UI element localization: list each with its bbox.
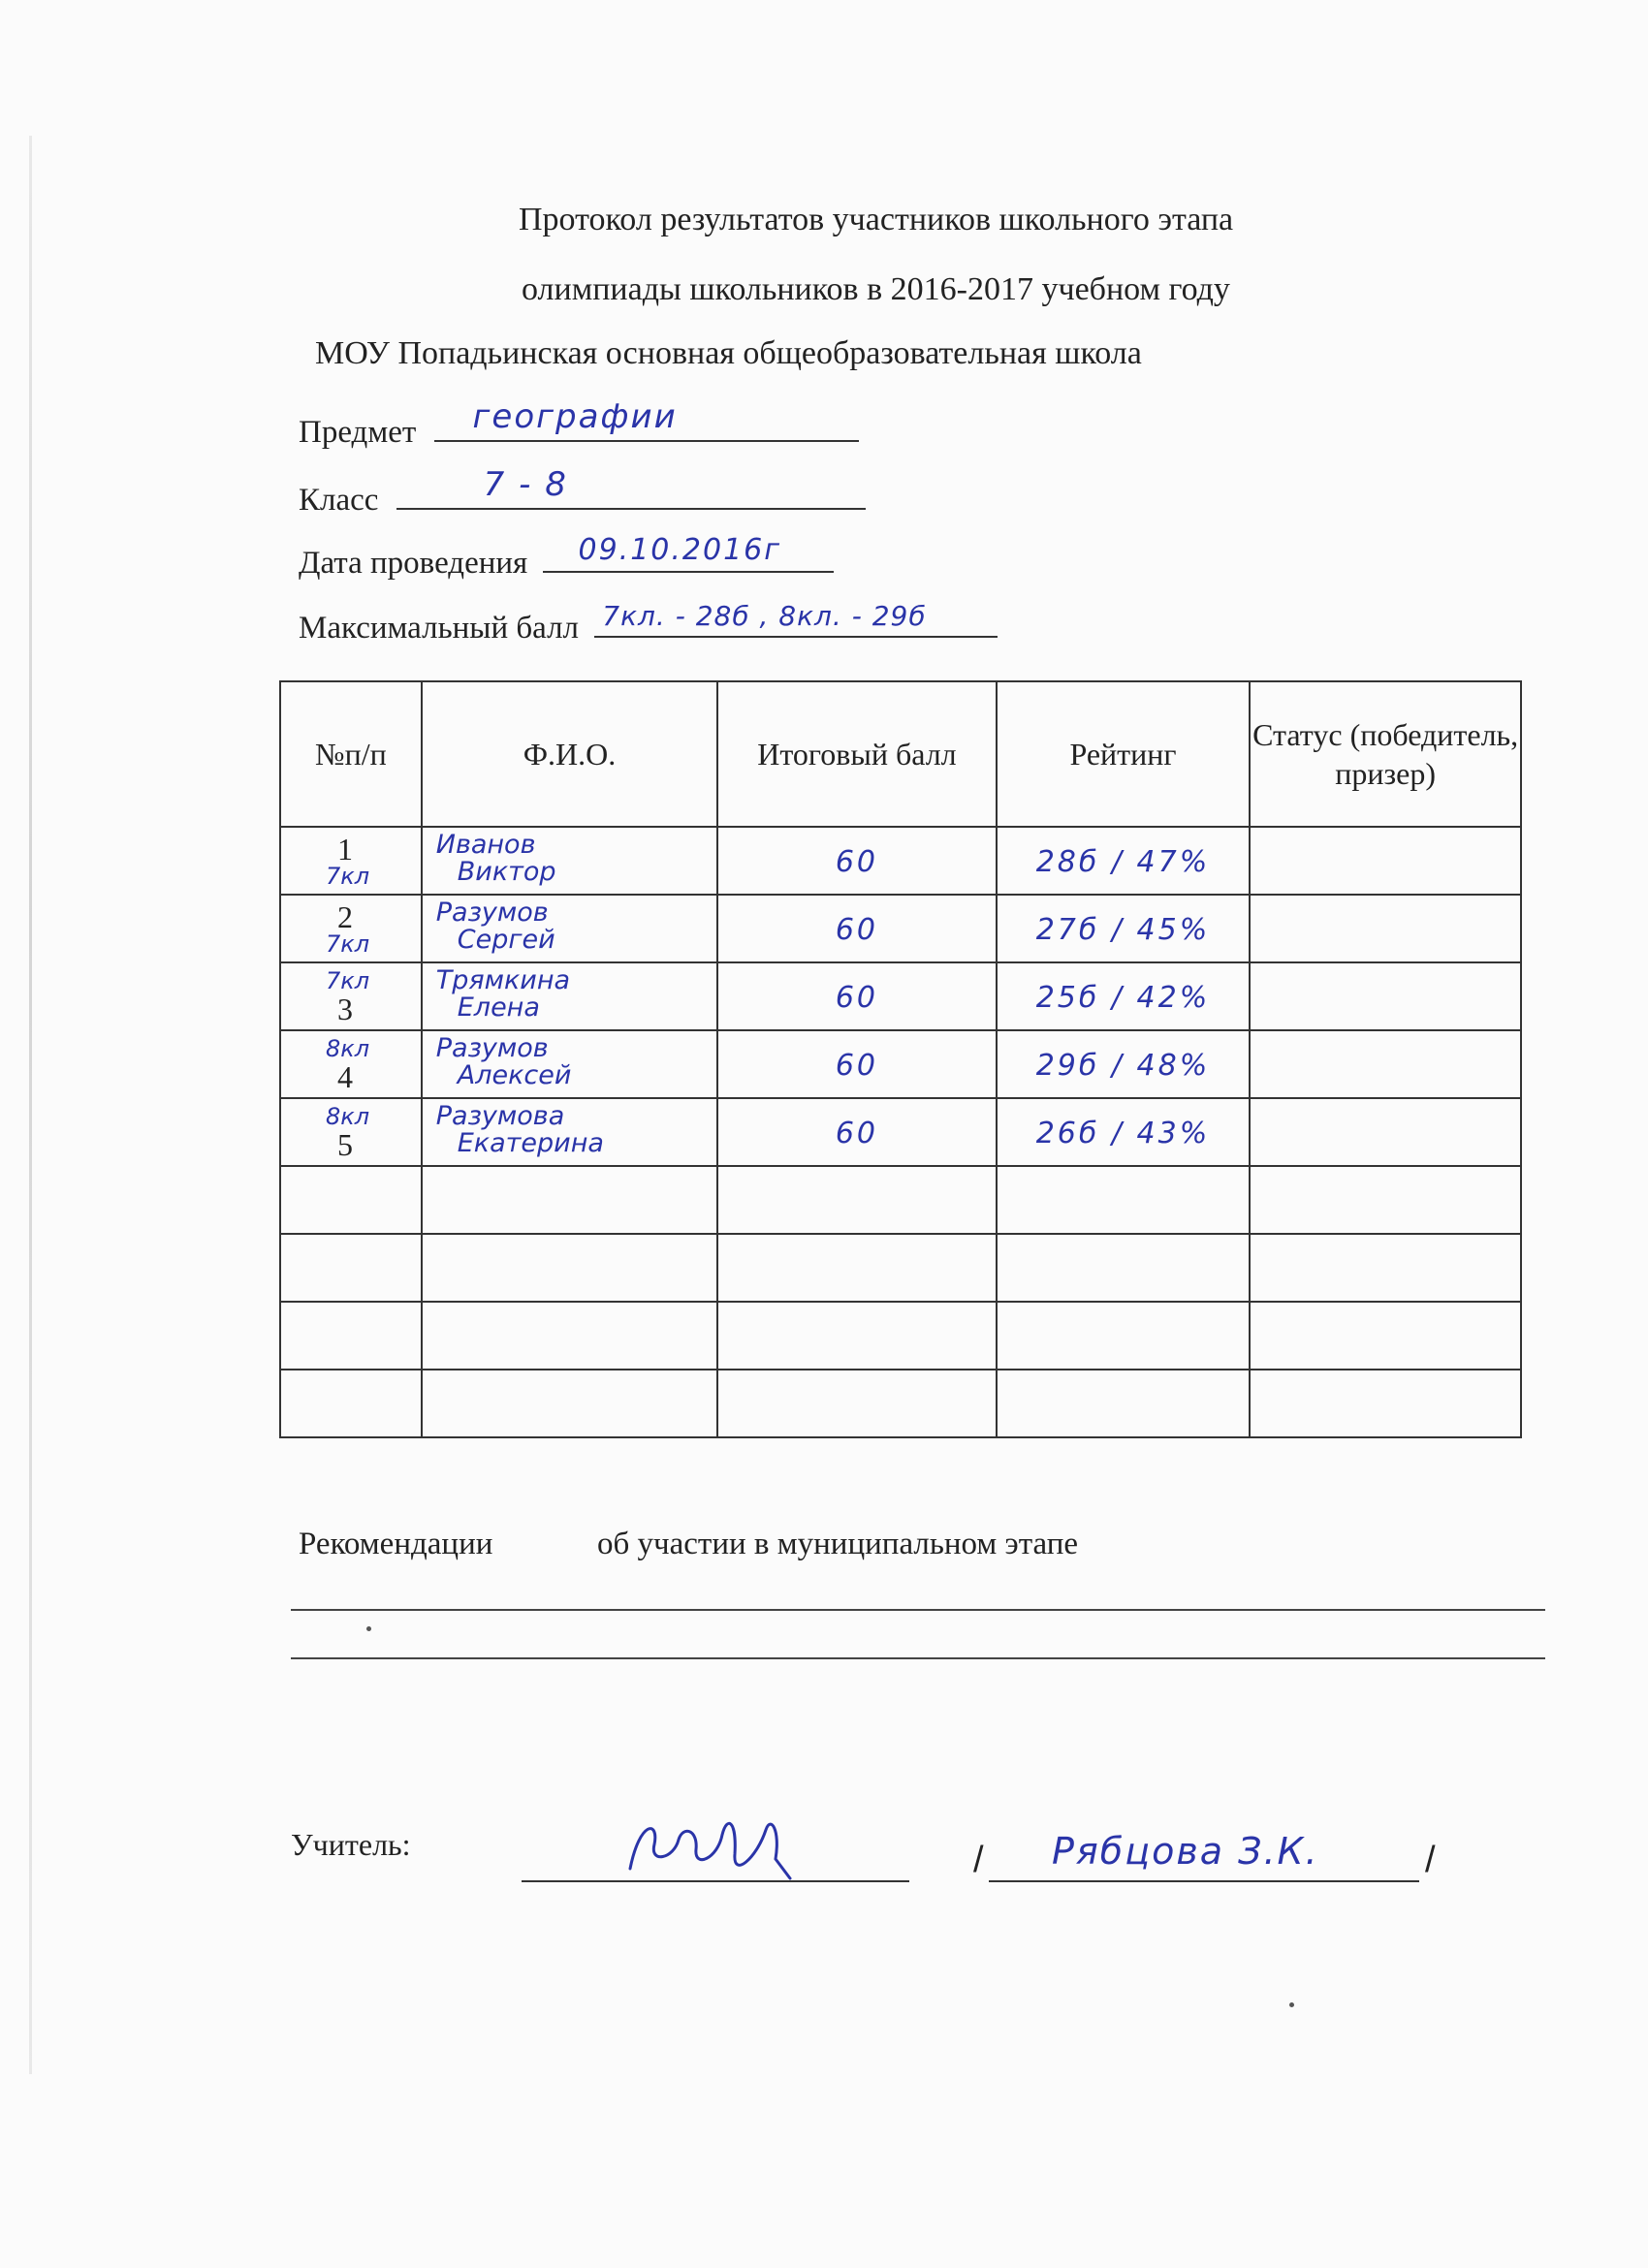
class-line bbox=[396, 465, 866, 510]
score-value: 60 bbox=[835, 1048, 879, 1083]
scan-edge bbox=[29, 136, 32, 2074]
score-cell bbox=[717, 1098, 997, 1166]
row-number: 1 bbox=[337, 832, 353, 866]
empty-cell bbox=[997, 1166, 1251, 1234]
participant-name: Разумова Екатерина bbox=[435, 1101, 604, 1159]
empty-cell bbox=[422, 1370, 717, 1437]
row-class: 7кл bbox=[326, 863, 370, 890]
date-label: Дата проведения bbox=[299, 546, 528, 581]
score-cell bbox=[717, 1030, 997, 1098]
empty-cell bbox=[280, 1302, 422, 1370]
table-row bbox=[280, 962, 1521, 1030]
rating-cell bbox=[997, 962, 1251, 1030]
date-field bbox=[299, 533, 834, 582]
empty-cell bbox=[1250, 1302, 1521, 1370]
empty-cell bbox=[1250, 1166, 1521, 1234]
score-value: 60 bbox=[835, 1116, 879, 1150]
results-table bbox=[279, 680, 1522, 1438]
row-number-cell bbox=[280, 1098, 422, 1166]
max-score-line bbox=[594, 600, 998, 638]
status-cell bbox=[1250, 1030, 1521, 1098]
row-class: 7кл bbox=[326, 967, 370, 994]
empty-cell bbox=[422, 1234, 717, 1302]
score-cell bbox=[717, 827, 997, 895]
table-row bbox=[280, 895, 1521, 962]
participant-name: Разумов Алексей bbox=[435, 1033, 572, 1091]
rating-value: 25б / 42% bbox=[1035, 980, 1211, 1015]
row-number: 4 bbox=[337, 1059, 353, 1094]
row-number: 5 bbox=[337, 1127, 353, 1162]
table-header-row bbox=[280, 681, 1521, 827]
empty-cell bbox=[717, 1166, 997, 1234]
empty-cell bbox=[997, 1370, 1251, 1437]
rating-cell bbox=[997, 1030, 1251, 1098]
status-cell bbox=[1250, 962, 1521, 1030]
rating-cell bbox=[997, 895, 1251, 962]
row-number-cell bbox=[280, 1030, 422, 1098]
class-label: Класс bbox=[299, 483, 379, 518]
ink-dot bbox=[366, 1626, 371, 1631]
header-name: Ф.И.О. bbox=[422, 681, 717, 827]
status-cell bbox=[1250, 895, 1521, 962]
rating-value: 28б / 47% bbox=[1035, 844, 1211, 879]
recommendations-line-2 bbox=[291, 1657, 1545, 1659]
rating-value: 29б / 48% bbox=[1035, 1048, 1211, 1083]
ink-dot bbox=[1289, 2002, 1294, 2007]
row-class: 7кл bbox=[326, 930, 370, 958]
participant-name: Иванов Виктор bbox=[435, 830, 556, 888]
empty-row bbox=[280, 1166, 1521, 1234]
max-score-label: Максимальный балл bbox=[299, 611, 580, 646]
empty-cell bbox=[280, 1370, 422, 1437]
empty-cell bbox=[280, 1234, 422, 1302]
row-class: 8кл bbox=[326, 1035, 370, 1062]
name-cell bbox=[422, 1098, 717, 1166]
header-status: Статус (победитель, призер) bbox=[1250, 681, 1521, 827]
score-value: 60 bbox=[835, 912, 879, 947]
empty-row bbox=[280, 1234, 1521, 1302]
date-line bbox=[543, 533, 834, 573]
subject-label: Предмет bbox=[299, 415, 417, 450]
rating-value: 26б / 43% bbox=[1035, 1116, 1211, 1150]
name-cell bbox=[422, 962, 717, 1030]
slash-right: / bbox=[1425, 1840, 1436, 1880]
table-row bbox=[280, 1030, 1521, 1098]
empty-cell bbox=[717, 1302, 997, 1370]
row-number: 2 bbox=[337, 899, 353, 934]
row-number-cell bbox=[280, 962, 422, 1030]
school-name: МОУ Попадьинская основная общеобразовательная школа bbox=[315, 335, 1142, 371]
participant-name: Трямкина Елена bbox=[435, 965, 571, 1024]
recommendations-block bbox=[299, 1527, 1079, 1562]
empty-cell bbox=[422, 1302, 717, 1370]
rating-cell bbox=[997, 1098, 1251, 1166]
name-cell bbox=[422, 827, 717, 895]
header-rating: Рейтинг bbox=[997, 681, 1251, 827]
name-cell bbox=[422, 895, 717, 962]
row-number: 3 bbox=[337, 992, 353, 1026]
status-cell bbox=[1250, 1098, 1521, 1166]
empty-row bbox=[280, 1370, 1521, 1437]
rating-value: 27б / 45% bbox=[1035, 912, 1211, 947]
teacher-name: Рябцова З.К. bbox=[1052, 1830, 1319, 1873]
empty-cell bbox=[1250, 1234, 1521, 1302]
row-number-cell bbox=[280, 827, 422, 895]
subject-field bbox=[299, 397, 859, 451]
class-value: 7 - 8 bbox=[483, 465, 568, 504]
recommendations-text: об участии в муниципальном этапе bbox=[597, 1527, 1079, 1561]
header-number: №п/п bbox=[280, 681, 422, 827]
max-score-value: 7кл. - 28б , 8кл. - 29б bbox=[602, 600, 927, 632]
score-cell bbox=[717, 895, 997, 962]
subject-value: географии bbox=[472, 397, 678, 436]
row-number-cell bbox=[280, 895, 422, 962]
name-cell bbox=[422, 1030, 717, 1098]
status-cell bbox=[1250, 827, 1521, 895]
recommendations-line-1 bbox=[291, 1609, 1545, 1611]
title-line-1: Протокол результатов участников школьного этапа bbox=[519, 202, 1234, 237]
table-row bbox=[280, 1098, 1521, 1166]
class-field bbox=[299, 465, 866, 519]
max-score-field bbox=[299, 600, 998, 646]
row-class: 8кл bbox=[326, 1103, 370, 1130]
empty-cell bbox=[717, 1234, 997, 1302]
empty-cell bbox=[997, 1302, 1251, 1370]
empty-cell bbox=[1250, 1370, 1521, 1437]
score-cell bbox=[717, 962, 997, 1030]
empty-cell bbox=[280, 1166, 422, 1234]
score-value: 60 bbox=[835, 844, 879, 879]
slash-left: / bbox=[973, 1840, 984, 1880]
rating-cell bbox=[997, 827, 1251, 895]
empty-row bbox=[280, 1302, 1521, 1370]
subject-line bbox=[434, 397, 859, 442]
participant-name: Разумов Сергей bbox=[435, 898, 555, 956]
empty-cell bbox=[422, 1166, 717, 1234]
title-line-2: олимпиады школьников в 2016-2017 учебном году bbox=[522, 271, 1230, 307]
empty-cell bbox=[717, 1370, 997, 1437]
table-row bbox=[280, 827, 1521, 895]
date-value: 09.10.2016г bbox=[578, 533, 782, 567]
recommendations-label: Рекомендации bbox=[299, 1527, 493, 1561]
header-total-score: Итоговый балл bbox=[717, 681, 997, 827]
empty-cell bbox=[997, 1234, 1251, 1302]
teacher-signature-icon bbox=[620, 1801, 814, 1888]
name-line bbox=[989, 1880, 1419, 1882]
score-value: 60 bbox=[835, 980, 879, 1015]
teacher-label: Учитель: bbox=[291, 1827, 411, 1862]
